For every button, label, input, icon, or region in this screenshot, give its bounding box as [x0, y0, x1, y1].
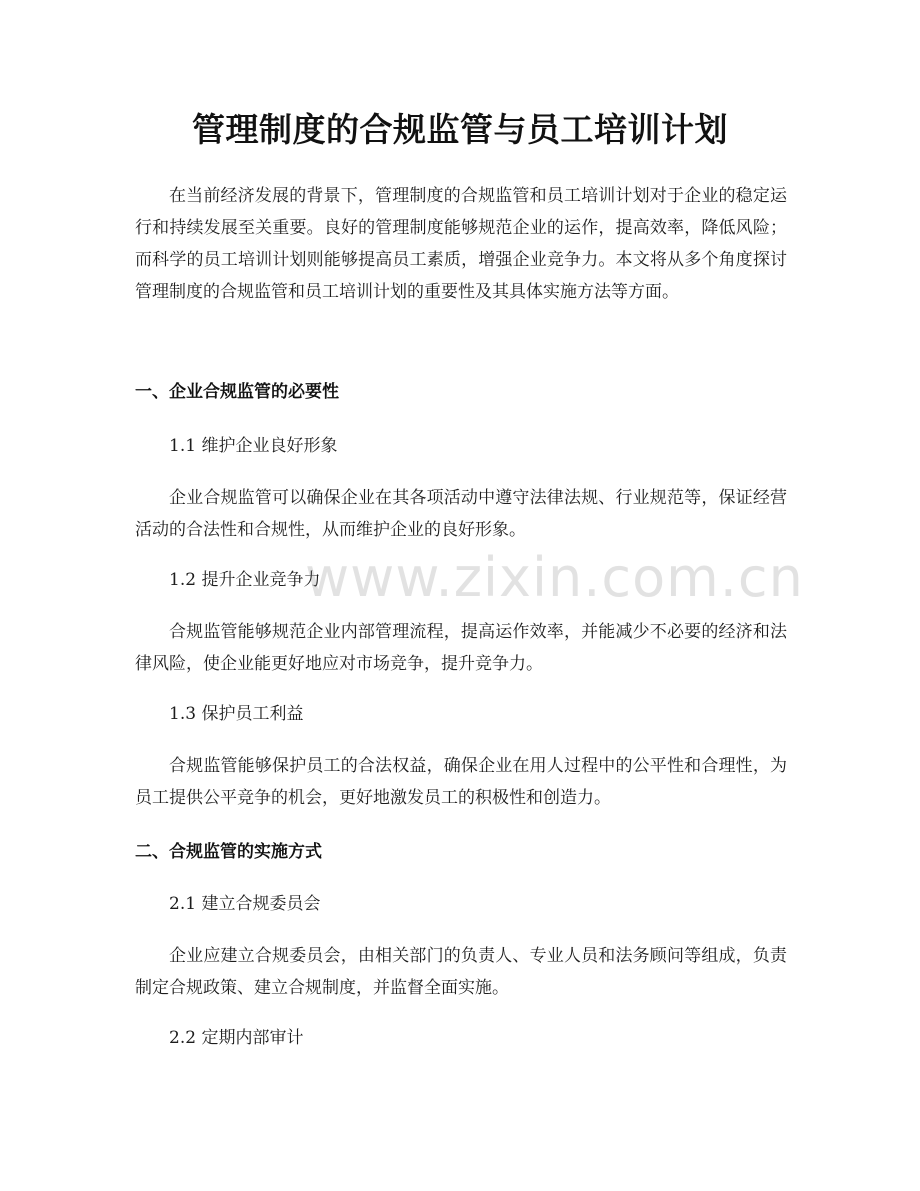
subsection-heading-1-1: 1.1 维护企业良好形象 — [169, 436, 338, 456]
document-title: 管理制度的合规监管与员工培训计划 — [192, 110, 728, 149]
intro-paragraph: 在当前经济发展的背景下，管理制度的合规监管和员工培训计划对于企业的稳定运行和持续发展至关重要。良好的管理制度能够规范企业的运作，提高效率，降低风险；而科学的员工培训计划则能够提高员工素质，增强企业竞争力。本文将从多个角度探讨管理制度的合规监管和员工培训计划的重要性及其具体实施方法等方面。 — [135, 186, 787, 302]
watermark-text: www.zixin.com.cn — [305, 546, 804, 609]
subsection-heading-1-2: 1.2 提升企业竞争力 — [169, 570, 321, 590]
subsection-heading-1-3: 1.3 保护员工利益 — [169, 704, 304, 724]
section-heading-1: 一、企业合规监管的必要性 — [135, 382, 339, 402]
subsection-body-1-1: 企业合规监管可以确保企业在其各项活动中遵守法律法规、行业规范等，保证经营活动的合法性和合规性，从而维护企业的良好形象。 — [135, 488, 787, 540]
subsection-body-2-1: 企业应建立合规委员会，由相关部门的负责人、专业人员和法务顾问等组成，负责制定合规政策、建立合规制度，并监督全面实施。 — [135, 946, 787, 998]
subsection-heading-2-2: 2.2 定期内部审计 — [169, 1028, 304, 1048]
subsection-body-1-3: 合规监管能够保护员工的合法权益，确保企业在用人过程中的公平性和合理性，为员工提供公平竞争的机会，更好地激发员工的积极性和创造力。 — [135, 756, 787, 808]
subsection-body-1-2: 合规监管能够规范企业内部管理流程，提高运作效率，并能减少不必要的经济和法律风险，使企业能更好地应对市场竞争，提升竞争力。 — [135, 622, 787, 674]
subsection-heading-2-1: 2.1 建立合规委员会 — [169, 894, 321, 914]
section-heading-2: 二、合规监管的实施方式 — [135, 842, 322, 862]
